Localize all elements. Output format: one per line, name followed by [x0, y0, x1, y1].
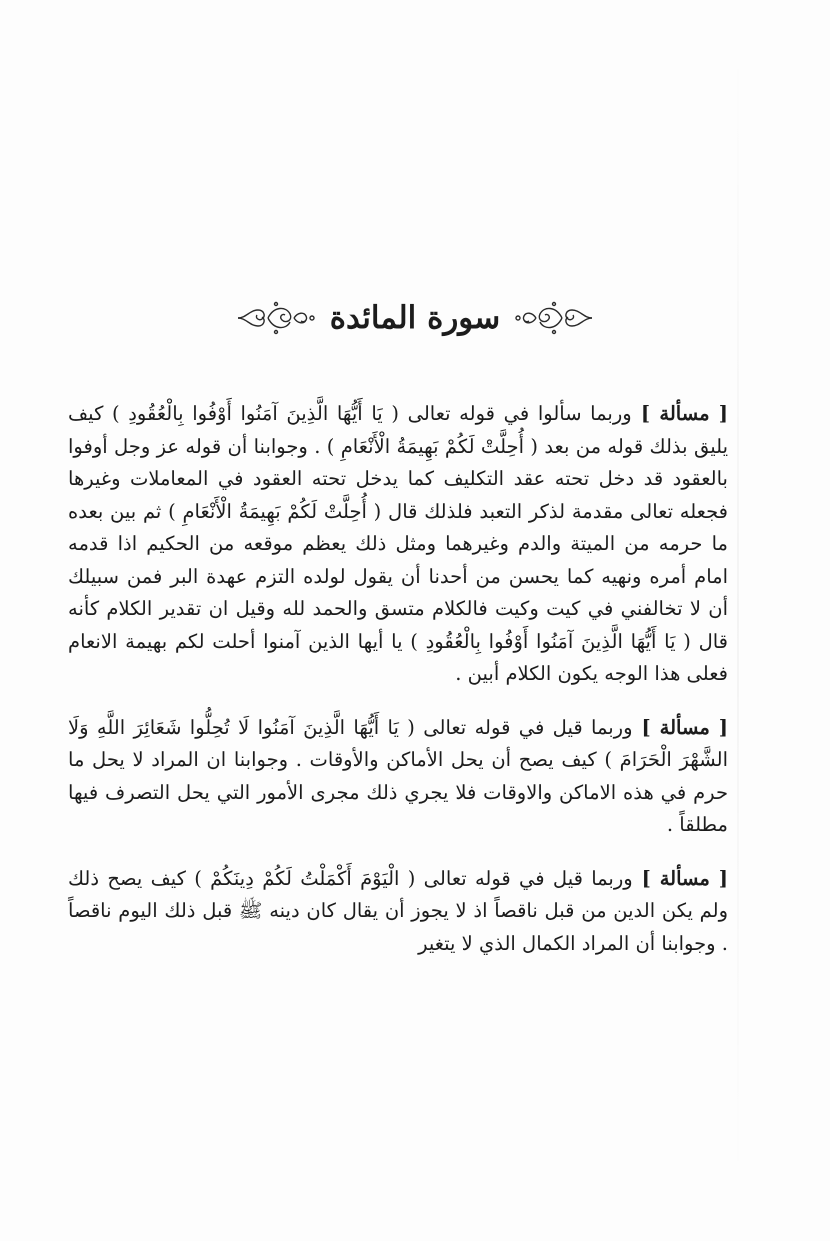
paragraph-text: وربما قيل في قوله تعالى ( يَا أَيُّهَا الَّذِينَ آمَنُوا لَا تُحِلُّوا شَعَائِرَ اللَّهِ وَلَا الشَّهْرَ الْحَرَامَ ) كيف يصح أن يحل الأماكن والأوقات . وجوابنا ان المراد لا يحل ما حرم في هذه الاماكن والاوقات فلا يجري ذلك مجرى الأمور التي يحل التصرف فيها مطلقاً .	[68, 715, 728, 836]
paragraph-lead: [ مسألة ]	[632, 866, 728, 890]
surah-heading	[0, 288, 830, 348]
ornament-left-icon	[236, 298, 316, 338]
paragraph-2	[68, 712, 728, 842]
paragraph-lead: [ مسألة ]	[631, 402, 728, 425]
paragraph-lead: [ مسألة ]	[632, 715, 728, 739]
paragraph-text: وربما قيل في قوله تعالى ( الْيَوْمَ أَكْمَلْتُ لَكُمْ دِينَكُمْ ) كيف يصح ذلك ولم يكن الدين من قبل ناقصاً اذ لا يجوز أن يقال كان دينه ﷺ قبل ذلك اليوم ناقصاً . وجوابنا أن المراد الكمال الذي لا يتغير	[68, 866, 728, 955]
page-body	[68, 398, 728, 981]
paragraph-text: وربما سألوا في قوله تعالى ( يَا أَيُّهَا الَّذِينَ آمَنُوا أَوْفُوا بِالْعُقُودِ ) كيف يليق بذلك قوله من بعد ( أُحِلَّتْ لَكُمْ بَهِيمَةُ الْأَنْعَامِ ) . وجوابنا أن قوله عز وجل أوفوا بالعقود قد دخل تحته عقد التكليف كما يدخل تحته العقود في المعاملات وغيرها فجعله تعالى مقدمة لذكر التعبد فلذلك قال ( أُحِلَّتْ لَكُمْ بَهِيمَةُ الْأَنْعَامِ ) ثم بين بعده ما حرمه من الميتة والدم وغيرهما ومثل ذلك يعظم موقعه من الحكيم اذا قدمه امام أمره ونهيه كما يحسن من أحدنا أن يقول لولده التزم عهدة البر فمن سبيلك أن لا تخالفني في كيت وكيت فالكلام متسق والحمد لله وقيل ان تقدير الكلام كأنه قال ( يَا أَيُّهَا الَّذِينَ آمَنُوا أَوْفُوا بِالْعُقُودِ ) يا أيها الذين آمنوا أحلت لكم بهيمة الانعام فعلى هذا الوجه يكون الكلام أبين .	[68, 402, 728, 685]
paragraph-3	[68, 863, 728, 961]
scan-shadow	[737, 40, 739, 1190]
paragraph-1	[68, 398, 728, 691]
surah-title: سورة المائدة	[329, 300, 501, 336]
ornament-right-icon	[514, 298, 594, 338]
